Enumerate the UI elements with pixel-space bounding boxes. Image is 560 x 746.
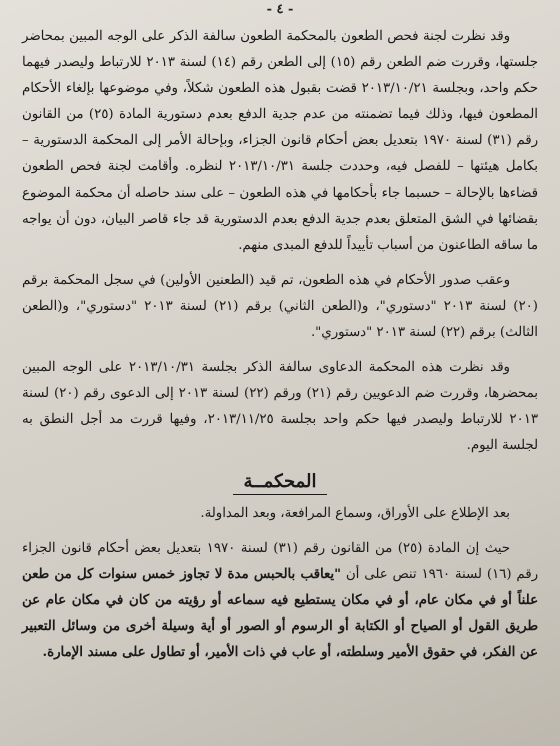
article-quoted-text: "يعاقب بالحبس مدة لا تجاوز خمس سنوات كل من طعن علناً أو في مكان عام، أو في مكان يستطيع فيه سماعه أو رؤيته من كان في مكان عام عن طريق القول أو الصياح أو الكتابة أو الرسوم أو الصور أو أية وسيلة أخرى من وسائل التعبير عن الفكر، في حقوق الأمير وسلطته، أو عاب في ذات الأمير، أو تطاول على مسند الإمارة. <box>22 566 538 661</box>
article-intro-text: حيث إن المادة (٢٥) من القانون رقم (٣١) لسنة ١٩٧٠ بتعديل بعض أحكام قانون الجزاء رقم (١٦) لسنة ١٩٦٠ تنص على أن <box>22 540 539 582</box>
paragraph-article-25 <box>22 536 538 666</box>
paragraph-after-deliberation: بعد الإطلاع على الأوراق، وسماع المرافعة، وبعد المداولة. <box>200 505 510 521</box>
paragraph-court-hearing: وقد نظرت هذه المحكمة الدعاوى سالفة الذكر بجلسة ٢٠١٣/١٠/٣١ على الوجه المبين بمحضرها، وقررت ضم الدعويين رقم (٢١) ورقم (٢٢) لسنة ٢٠١٣ إلى الدعوى رقم (٢٠) لسنة ٢٠١٣ للارتباط وليصدر فيها حكم واحد بجلسة ٢٠١٣/١١/٢٥، وفيها قررت مد أجل النطق به لجلسة اليوم. <box>22 360 538 454</box>
section-heading <box>22 469 538 495</box>
paragraph-registration: وعقب صدور الأحكام في هذه الطعون، تم قيد (الطعنين الأولين) في سجل المحكمة برقم (٢٠) لسنة ٢٠١٣ "دستوري"، و(الطعن الثاني) برقم (٢١) لسنة ٢٠١٣ "دستوري"، و(الطعن الثالث) برقم (٢٢) لسنة ٢٠١٣ "دستوري". <box>22 272 538 341</box>
paragraph-committee-review: وقد نظرت لجنة فحص الطعون بالمحكمة الطعون سالفة الذكر على الوجه المبين بمحاضر جلستها، وقررت ضم الطعن رقم (١٥) إلى الطعن رقم (١٤) لسنة ٢٠١٣ للارتباط وليصدر فيهما حكم واحد، وبجلسة ٢٠١٣/١٠/٢١ قضت بقبول هذه الطعون شكلاً، وفي موضوعها بإلغاء الأحكام المطعون فيها، وذلك فيما تضمنته من عدم جدية الدفع بعدم دستورية المادة (٢٥) من القانون رقم (٣١) لسنة ١٩٧٠ بتعديل بعض أحكام قانون الجزاء، وبإحالة الأمر إلى المحكمة الدستورية – بكامل هيئتها – للفصل فيه، وحددت جلسة ٢٠١٣/١٠/٣١ لنظره. وأقامت لجنة فحص الطعون قضاءها بالإحالة – حسبما جاء بأحكامها في هذه الطعون – على سند حاصله أن محكمة الموضوع بقضائها في الشق المتعلق بعدم جدية الدفع بعدم الدستورية قد جاء قاصر البيان، دون أن يواجه ما ساقه الطاعنون من أسباب تأييداً للدفع المبدى منهم. <box>22 29 539 253</box>
section-heading-text: المحكمــة <box>233 471 326 495</box>
document-body <box>22 24 538 675</box>
page-number: - ٤ - <box>266 2 294 17</box>
